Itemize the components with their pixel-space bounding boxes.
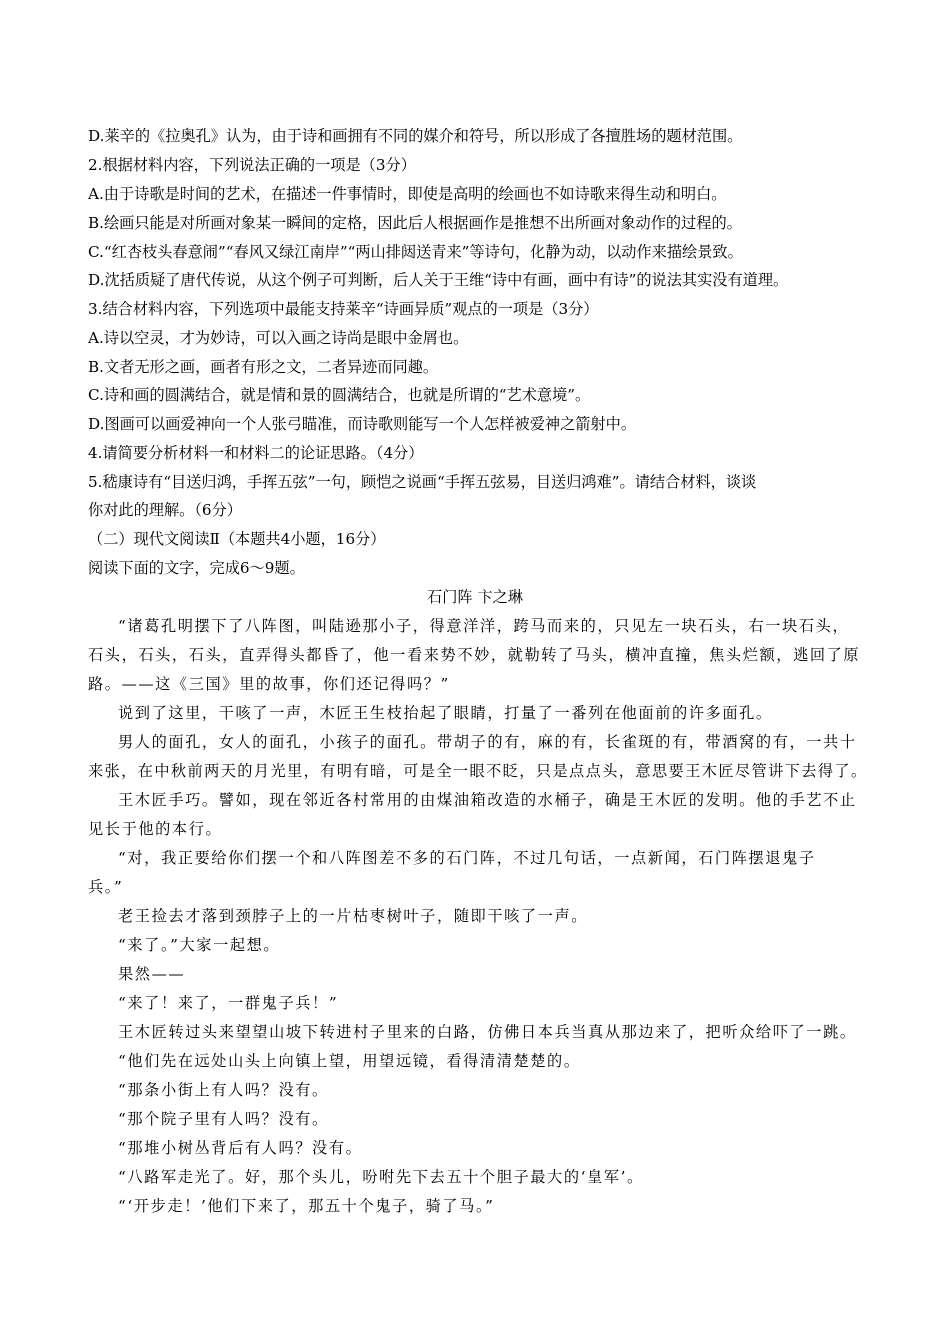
question-5: 5.嵇康诗有“目送归鸿，手挥五弦”一句，顾恺之说画“手挥五弦易，目送归鸿难”。请结合材料，谈谈: [88, 473, 757, 491]
story-line: “对，我正要给你们摆一个和八阵图差不多的石门阵，不过几句话，一点新闻，石门阵摆退鬼子: [118, 849, 816, 867]
option-2d: D.沈括质疑了唐代传说，从这个例子可判断，后人关于王维“诗中有画，画中有诗”的说法其实没有道理。: [88, 271, 789, 289]
option-3c: C.诗和画的圆满结合，就是情和景的圆满结合，也就是所谓的“艺术意境”。: [88, 386, 591, 404]
option-2c: C.“红杏枝头春意闹”“春风又绿江南岸”“两山排闼送青来”等诗句，化静为动，以动作来描绘景致。: [88, 243, 743, 261]
story-line: 王木匠手巧。譬如，现在邻近各村常用的由煤油箱改造的水桶子，确是王木匠的发明。他的手艺不止: [118, 791, 857, 809]
option-2a: A.由于诗歌是时间的艺术，在描述一件事情时，即使是高明的绘画也不如诗歌来得生动和明白。: [88, 185, 727, 203]
option-1d: D.莱辛的《拉奥孔》认为，由于诗和画拥有不同的媒介和符号，所以形成了各擅胜场的题材范围。: [88, 127, 743, 145]
reading-instruction: 阅读下面的文字，完成6～9题。: [88, 559, 305, 577]
story-line: 来张，在中秋前两天的月光里，有明有暗，可是全一眼不眨，只是点点头，意思要王木匠尽管讲下去得了。: [88, 762, 868, 780]
option-3a: A.诗以空灵，才为妙诗，可以入画之诗尚是眼中金屑也。: [88, 329, 469, 347]
option-3b: B.文者无形之画，画者有形之文，二者异迹而同趣。: [88, 358, 439, 376]
story-line: “那堆小树丛背后有人吗？没有。: [118, 1139, 363, 1157]
story-line: 老王捡去才落到颈脖子上的一片枯枣树叶子，随即干咳了一声。: [118, 907, 589, 925]
story-title: 石门阵 卞之琳: [427, 588, 523, 606]
story-line: 男人的面孔，女人的面孔，小孩子的面孔。带胡子的有，麻的有，长雀斑的有，带酒窝的有，一共十: [118, 733, 857, 751]
story-line: “‘开步走！’他们下来了，那五十个鬼子，骑了马。”: [118, 1197, 495, 1215]
story-line: 果然——: [118, 965, 186, 983]
section-heading: （二）现代文阅读Ⅱ（本题共4小题，16分）: [88, 530, 386, 548]
story-line: “那条小街上有人吗？没有。: [118, 1081, 329, 1099]
story-line: 见长于他的本行。: [88, 820, 223, 838]
story-line: 石头，石头，石头，直弄得头都昏了，他一看来势不妙，就勒转了马头，横冲直撞，焦头烂额，逃回了原: [88, 646, 861, 664]
story-line: “他们先在远处山头上向镇上望，用望远镜，看得清清楚楚的。: [118, 1052, 581, 1070]
question-4: 4.请简要分析材料一和材料二的论证思路。（4分）: [88, 444, 424, 462]
option-3d: D.图画可以画爱神向一个人张弓瞄准，而诗歌则能写一个人怎样被爱神之箭射中。: [88, 415, 637, 433]
story-line: “那个院子里有人吗？没有。: [118, 1110, 329, 1128]
story-line: 说到了这里，干咳了一声，木匠王生枝抬起了眼睛，打量了一番列在他面前的许多面孔。: [118, 704, 773, 722]
option-2b: B.绘画只能是对所画对象某一瞬间的定格，因此后人根据画作是推想不出所画对象动作的过程的。: [88, 214, 742, 232]
question-5-cont: 你对此的理解。（6分）: [88, 501, 242, 519]
story-line: “诸葛孔明摆下了八阵图，叫陆逊那小子，得意洋洋，跨马而来的，只见左一块石头，右一块石头，: [118, 617, 850, 635]
story-line: 兵。”: [88, 878, 124, 896]
story-line: 王木匠转过头来望望山坡下转进村子里来的白路，仿佛日本兵当真从那边来了，把听众给吓了一跳。: [118, 1023, 857, 1041]
question-2: 2.根据材料内容，下列说法正确的一项是（3分）: [88, 156, 416, 174]
story-line: “八路军走光了。好，那个头儿，吩咐先下去五十个胆子最大的‘皇军’。: [118, 1168, 644, 1186]
question-3: 3.结合材料内容，下列选项中最能支持莱辛“诗画异质”观点的一项是（3分）: [88, 300, 599, 318]
story-line: 路。——这《三国》里的故事，你们还记得吗？”: [88, 675, 450, 693]
story-line: “来了！来了，一群鬼子兵！”: [118, 994, 339, 1012]
story-line: “来了。”大家一起想。: [118, 936, 281, 954]
